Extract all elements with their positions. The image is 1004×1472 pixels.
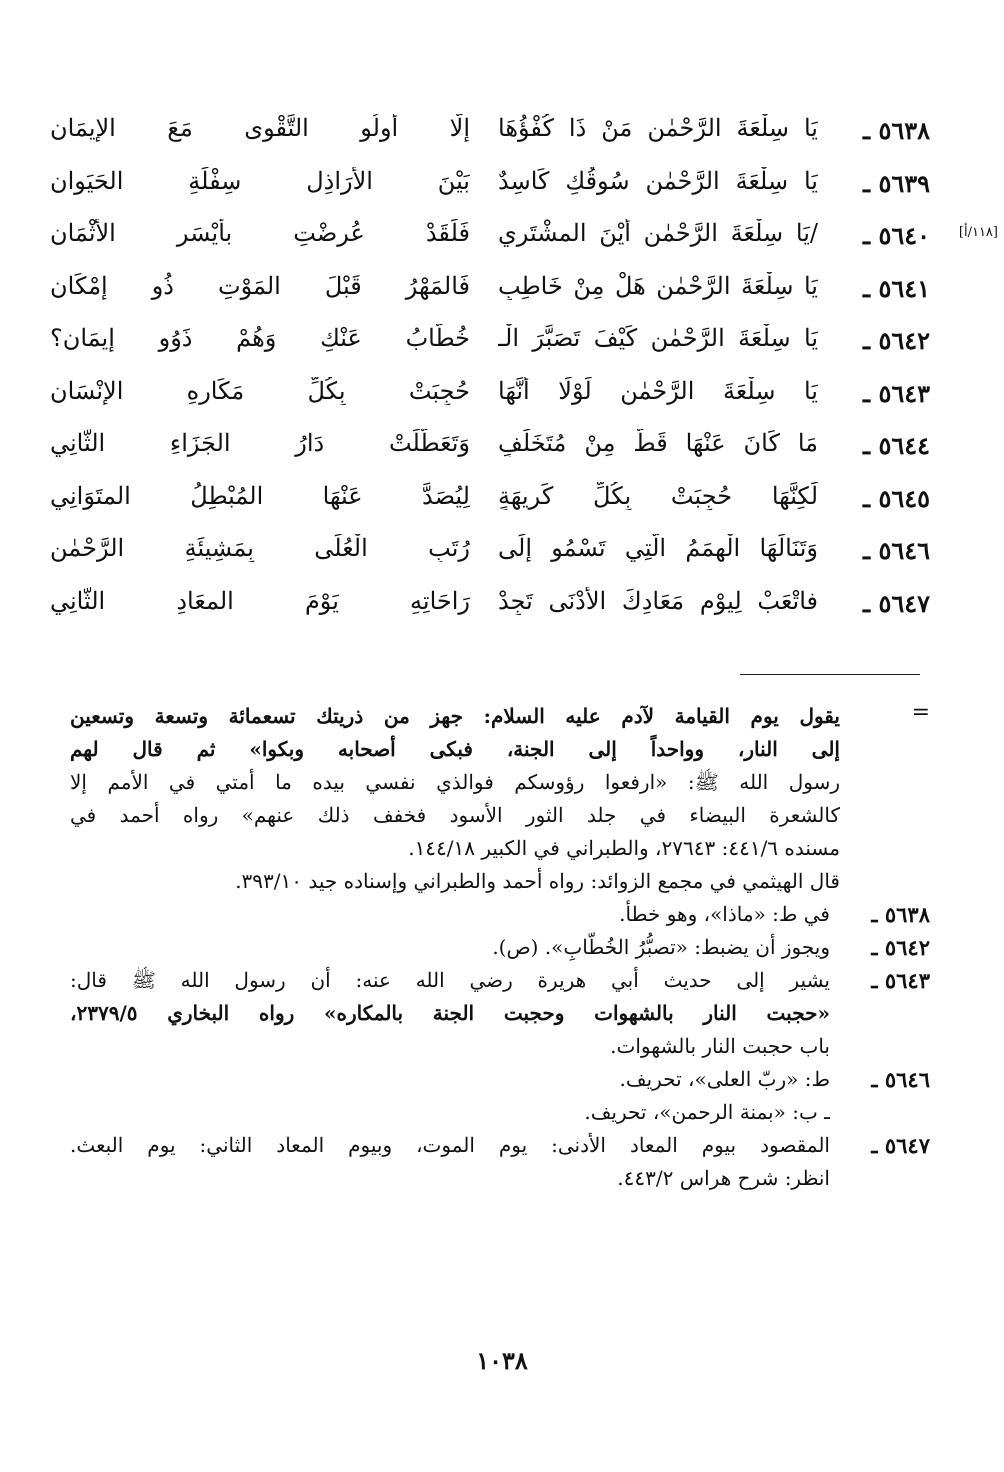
verse-second-hemistich: حُجِبَتْ بِكُلِّ مَكَارِهِ الإنْسَانِ xyxy=(50,376,470,405)
verse-number: ٥٦٤٣ ـ xyxy=(863,378,930,408)
verse-number: ٥٦٤٦ ـ xyxy=(863,536,930,565)
verse-second-hemistich: إلَّا أُولُو التَّقْوى مَعَ الإيمَانِ xyxy=(50,114,470,142)
verse-first-hemistich: يَا سِلْعَةَ الرَّحْمٰنِ سُوقُكِ كَاسِدٌ xyxy=(498,166,818,195)
footnote xyxy=(70,1063,930,1129)
verse-second-hemistich: بَيْنَ الأرَاذِلِ سِفْلَةِ الحَيَوانِ xyxy=(50,166,470,195)
manuscript-folio-ref: [١١٨/أ] xyxy=(958,225,998,240)
verse-row xyxy=(50,476,930,529)
verse-row xyxy=(50,528,930,581)
verse-number: ٥٦٣٩ ـ xyxy=(863,168,930,198)
footnote-line: ويجوز أن يضبط: «تصبُّرُ الخُطّابِ». (ص). xyxy=(492,935,830,959)
verse-second-hemistich: رُتَبِ الْعُلَى بِمَشِيئَةِ الرَّحْمٰنِ xyxy=(50,534,470,562)
verse-second-hemistich: لِيُصَدَّ عَنْهَا المُبْطِلُ المتَوَانِي xyxy=(50,481,470,510)
verse-number: ٥٦٣٨ ـ xyxy=(863,116,930,145)
verse-second-hemistich: فَالمَهْرُ قَبْلَ المَوْتِ ذُو إمْكَانِ xyxy=(50,271,470,300)
footnote-line: في ط: «ماذا»، وهو خطأ. xyxy=(619,902,830,926)
verse-first-hemistich: لَكِنَّهَا حُجِبَتْ بِكُلِّ كَرِيهَةٍ xyxy=(498,481,818,510)
verse-number: ٥٦٤٤ ـ xyxy=(863,431,930,460)
footnote-number: ٥٦٣٨ ـ xyxy=(871,902,930,927)
verse-first-hemistich: يَا سِلْعَةَ الرَّحْمٰنِ كَيْفَ تَصَبَّرَ الْـ xyxy=(498,324,818,352)
verse-row xyxy=(50,161,930,214)
footnote-number: ٥٦٤٧ ـ xyxy=(871,1133,930,1158)
verse-first-hemistich: يَا سِلْعَةَ الرَّحْمٰنِ مَنْ ذَا كُفْؤُهَا xyxy=(498,114,818,142)
verse-first-hemistich: /يَا سِلْعَةَ الرَّحْمٰنِ أيْنَ المشْتَري xyxy=(498,219,818,247)
verse-row xyxy=(50,213,998,266)
verse-number: ٥٦٤٧ ـ xyxy=(863,588,930,618)
verse-row xyxy=(50,371,930,424)
footnote-subline: ـ ب: «بمنة الرحمن»، تحريف. xyxy=(584,1100,830,1124)
footnote-line: «حجبت النار بالشهوات وحجبت الجنة بالمكاره» رواه البخاري ٢٣٧٩/٥، xyxy=(70,1001,830,1025)
footnote-number: ٥٦٤٢ ـ xyxy=(871,935,930,960)
verse-row xyxy=(50,318,930,371)
footnote-line: إلى النار، وواحداً إلى الجنة، فبكى أصحابه وبكوا» ثم قال لهم xyxy=(70,737,840,761)
footnotes-section xyxy=(70,700,930,1195)
verse-second-hemistich: خُطَّابُ عَنْكِ وَهُمْ ذَوُو إيمَانِ؟ xyxy=(50,324,470,352)
footnote-line: قال الهيثمي في مجمع الزوائد: رواه أحمد والطبراني وإسناده جيد ٣٩٣/١٠. xyxy=(235,869,840,893)
continuation-mark: = xyxy=(911,700,930,725)
footnote xyxy=(70,931,930,964)
verse-first-hemistich: فاتْعَبْ لِيوْمِ مَعَادِكَ الأدْنَى تَجِدْ xyxy=(498,586,818,615)
verse-row xyxy=(50,423,930,476)
verse-number: ٥٦٤٢ ـ xyxy=(863,326,930,355)
footnote-line: مسنده ٤٤١/٦: ٢٧٦٤٣، والطبراني في الكبير ١٤٤/١٨. xyxy=(408,836,840,860)
footnote-number: ٥٦٤٦ ـ xyxy=(871,1067,930,1092)
footnote xyxy=(70,1129,930,1195)
verse-first-hemistich: مَا كَانَ عَنْهَا قَطُّ مِنْ مُتَخَلِّفٍ xyxy=(498,429,818,457)
verse-row xyxy=(50,266,930,319)
footnote-number: ٥٦٤٣ ـ xyxy=(871,968,930,993)
verse-second-hemistich: رَاحَاتِهِ يَوْمَ المعَادِ الثَّانِي xyxy=(50,586,470,615)
footnote-line: باب حجبت النار بالشهوات. xyxy=(610,1034,830,1058)
footnote-line: كالشعرة البيضاء في جلد الثور الأسود فخفف ذلك عنهم» رواه أحمد في xyxy=(70,803,840,827)
verse-first-hemistich: يَا سِلْعَةَ الرَّحْمٰنِ لَوْلَا أنَّهَا xyxy=(498,376,818,405)
footnote xyxy=(70,964,930,1063)
verses-section xyxy=(50,108,998,633)
footnote-line: ط: «ربّ العلى»، تحريف. xyxy=(619,1067,830,1091)
footnote-line: يقول يوم القيامة لآدم عليه السلام: جهز من ذريتك تسعمائة وتسعة وتسعين xyxy=(70,704,840,728)
verse-number: ٥٦٤٥ ـ xyxy=(863,483,930,513)
verse-row xyxy=(50,108,930,161)
footnote-line: يشير إلى حديث أبي هريرة رضي الله عنه: أن رسول الله ﷺ قال: xyxy=(70,968,830,992)
footnote xyxy=(70,898,930,931)
verse-row xyxy=(50,581,930,634)
verse-number: ٥٦٤٠ ـ xyxy=(863,221,930,250)
verse-second-hemistich: فَلَقَدْ عُرِضْتِ بأيْسَرِ الأثْمَانِ xyxy=(50,219,470,247)
verse-second-hemistich: وَتَعَطَّلَتْ دَارُ الجَزَاءِ الثَّانِي xyxy=(50,429,470,457)
footnote-separator xyxy=(740,674,920,675)
footnote-line: انظر: شرح هراس ٤٤٣/٢. xyxy=(617,1166,830,1190)
continued-footnote xyxy=(70,700,930,898)
footnote-line: رسول الله ﷺ: «ارفعوا رؤوسكم فوالذي نفسي بيده ما أمتي في الأمم إلا xyxy=(70,770,840,794)
verse-first-hemistich: يَا سِلْعَةَ الرَّحْمٰنِ هَلْ مِنْ خَاطِبٍ xyxy=(498,271,818,300)
verse-first-hemistich: وَتَنَالَهَا الْهِمَمُ الَّتِي تَسْمُو إلَى xyxy=(498,534,818,562)
verse-number: ٥٦٤١ ـ xyxy=(863,273,930,303)
footnote-line: المقصود بيوم المعاد الأدنى: يوم الموت، وبيوم المعاد الثاني: يوم البعث. xyxy=(70,1133,830,1157)
page-number: ١٠٣٨ xyxy=(476,1346,528,1375)
